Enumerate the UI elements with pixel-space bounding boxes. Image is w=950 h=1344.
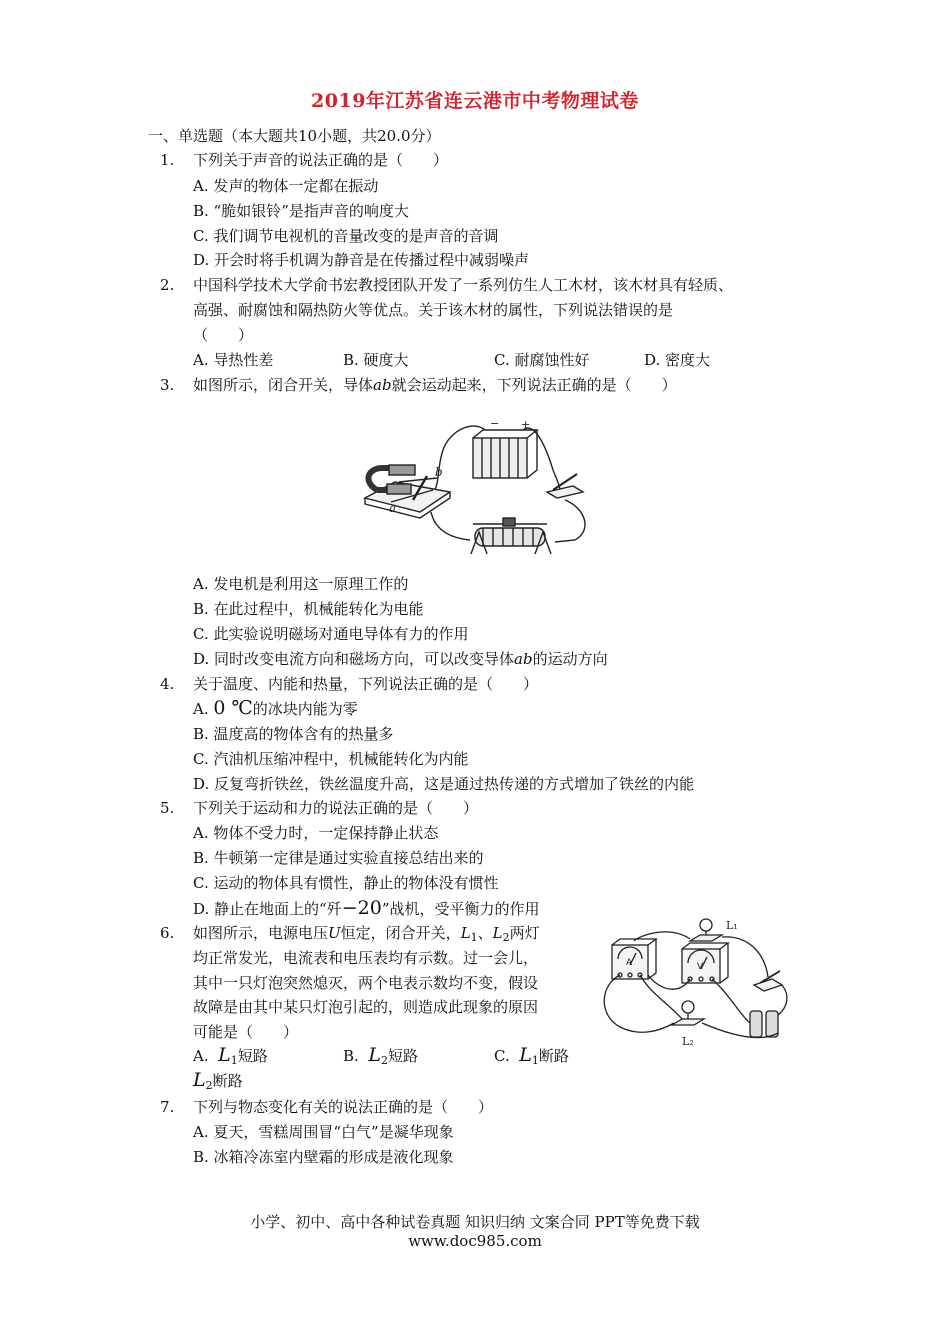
conductor-label: ab (373, 376, 392, 394)
question-number: 4. (160, 675, 175, 693)
footer-link[interactable]: www.doc985.com (408, 1232, 542, 1250)
lamp-subscript: 1 (230, 1054, 238, 1067)
option-b: B. 牛顿第一定律是通过实验直接总结出来的 (193, 849, 484, 867)
option-text: 短路 (387, 1047, 418, 1065)
footer-text: 小学、初中、高中各种试卷真题 知识归纳 文案合同 PPT等免费下载 (250, 1213, 700, 1231)
question-stem: （ ） (193, 326, 254, 344)
ammeter-label: A (626, 958, 633, 968)
question-stem: 故障是由其中某只灯泡引起的，则造成此现象的原因 (193, 998, 539, 1016)
lamp-symbol: L (218, 1044, 231, 1066)
question-stem (193, 923, 540, 948)
option-c: C. 汽油机压缩冲程中，机械能转化为内能 (193, 750, 469, 768)
option-d: D. 反复弯折铁丝，铁丝温度升高，这是通过热传递的方式增加了铁丝的内能 (193, 775, 695, 793)
option-a (193, 1045, 268, 1071)
question-stem: 高强、耐腐蚀和隔热防火等优点。关于该木材的属性，下列说法错误的是 (193, 301, 674, 319)
option-text: 短路 (237, 1047, 268, 1065)
lamp-subscript: 2 (205, 1079, 213, 1092)
option-b: B. 冰箱冷冻室内壁霜的形成是液化现象 (193, 1148, 454, 1166)
option-text: 断路 (538, 1047, 569, 1065)
stem-text: 恒定，闭合开关， (340, 924, 461, 942)
question-number: 3. (160, 376, 175, 394)
option-d: D. 密度大 (644, 351, 711, 369)
battery-plus-label: + (521, 420, 531, 431)
voltage-symbol: U (328, 924, 341, 942)
lamp-l1-label: L₁ (726, 919, 738, 932)
option-a: A. 导热性差 (193, 351, 274, 369)
option-d (193, 1070, 243, 1096)
lamp-subscript: 2 (502, 931, 510, 944)
temperature-value: 0 ℃ (213, 697, 253, 719)
option-c: C. 耐腐蚀性好 (494, 351, 590, 369)
question-stem (193, 375, 677, 395)
option-d (193, 649, 608, 669)
stem-text: 就会运动起来，下列说法正确的是（ ） (391, 376, 677, 394)
section-heading: 一、单选题（本大题共10小题，共20.0分） (148, 127, 441, 145)
option-c: C. 我们调节电视机的音量改变的是声音的音调 (193, 227, 499, 245)
conductor-label: ab (514, 650, 533, 668)
option-b: B. 在此过程中，机械能转化为电能 (193, 600, 424, 618)
option-b: B. 硬度大 (343, 351, 409, 369)
question-number: 2. (160, 276, 175, 294)
option-a (193, 698, 358, 719)
option-a: A. 物体不受力时，一定保持静止状态 (193, 824, 439, 842)
lamp-symbol: L (492, 924, 503, 942)
question-stem: 均正常发光，电流表和电压表均有示数。过一会儿， (193, 949, 539, 967)
option-c: C. 此实验说明磁场对通电导体有力的作用 (193, 625, 469, 643)
lamp-symbol: L (368, 1044, 381, 1066)
question-stem: 下列关于声音的说法正确的是（ ） (193, 151, 449, 169)
option-b: B. 温度高的物体含有的热量多 (193, 725, 394, 743)
question-number: 6. (160, 924, 175, 942)
point-a-label: a (389, 501, 397, 515)
motor-experiment-figure (355, 420, 600, 560)
lamp-subscript: 2 (380, 1054, 388, 1067)
option-d (193, 898, 539, 919)
stem-text: 、 (477, 924, 493, 942)
question-stem: 下列与物态变化有关的说法正确的是（ ） (193, 1098, 494, 1116)
stem-text: 两灯 (509, 924, 540, 942)
stem-text: 如图所示，闭合开关，导体 (193, 376, 374, 394)
question-stem: 下列关于运动和力的说法正确的是（ ） (193, 799, 479, 817)
circuit-figure (590, 915, 795, 1065)
option-a: A. 发电机是利用这一原理工作的 (193, 575, 409, 593)
stem-text: 如图所示，电源电压 (193, 924, 329, 942)
option-d: D. 开会时将手机调为静音是在传播过程中减弱噪声 (193, 251, 530, 269)
battery-minus-label: − (490, 420, 500, 430)
lamp-subscript: 1 (531, 1054, 539, 1067)
lamp-symbol: L (519, 1044, 532, 1066)
option-letter: A. (193, 700, 209, 718)
option-text: D. 同时改变电流方向和磁场方向，可以改变导体 (193, 650, 515, 668)
option-b: B. “脆如银铃”是指声音的响度大 (193, 202, 409, 220)
option-a: A. 发声的物体一定都在振动 (193, 177, 379, 195)
point-b-label: b (435, 465, 443, 479)
option-text: ”战机，受平衡力的作用 (381, 900, 540, 918)
option-letter: A. (193, 1047, 209, 1065)
question-stem: 其中一只灯泡突然熄灭，两个电表示数均不变，假设 (193, 974, 539, 992)
question-stem: 关于温度、内能和热量，下列说法正确的是（ ） (193, 675, 539, 693)
lamp-l2-label: L₂ (682, 1035, 694, 1048)
option-text: 的运动方向 (532, 650, 608, 668)
option-text: D. 静止在地面上的“歼 (193, 900, 342, 918)
option-c (494, 1045, 569, 1071)
option-a: A. 夏天，雪糕周围冒“白气”是凝华现象 (193, 1123, 454, 1141)
jet-model: −20 (341, 897, 382, 919)
question-number: 1. (160, 151, 175, 169)
option-letter: B. (343, 1047, 359, 1065)
option-text: 的冰块内能为零 (252, 700, 358, 718)
question-number: 5. (160, 799, 175, 817)
question-stem: 可能是（ ） (193, 1023, 299, 1041)
question-stem: 中国科学技术大学俞书宏教授团队开发了一系列仿生人工木材，该木材具有轻质、 (193, 276, 734, 294)
option-letter: C. (494, 1047, 510, 1065)
voltmeter-label: V (697, 962, 704, 972)
option-c: C. 运动的物体具有惯性，静止的物体没有惯性 (193, 874, 499, 892)
page-title: 2019年江苏省连云港市中考物理试卷 (311, 90, 639, 112)
lamp-symbol: L (460, 924, 471, 942)
option-text: 断路 (212, 1072, 243, 1090)
lamp-subscript: 1 (470, 931, 478, 944)
question-number: 7. (160, 1098, 175, 1116)
lamp-symbol: L (193, 1069, 206, 1091)
option-b (343, 1045, 418, 1071)
